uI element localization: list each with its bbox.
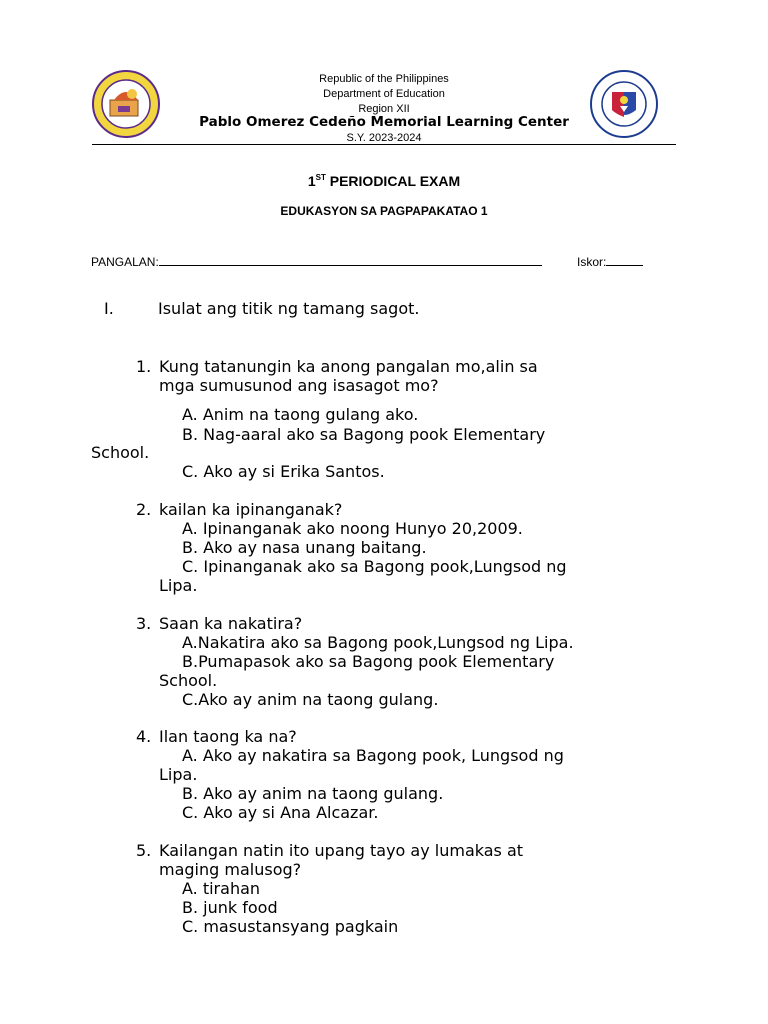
q5-option-b: B. junk food: [182, 898, 278, 917]
header-region: Region XII: [358, 103, 410, 115]
q5-stem: Kailangan natin ito upang tayo ay lumakas at: [159, 841, 524, 860]
exam-title: [0, 173, 768, 189]
exam-title-text: PERIODICAL EXAM: [325, 173, 461, 189]
school-name: Pablo Omerez Cedeño Memorial Learning Center: [199, 114, 569, 130]
q2-number: 2.: [136, 500, 152, 519]
q1-option-b: B. Nag-aaral ako sa Bagong pook Elementary: [182, 425, 546, 444]
q4-stem: Ilan taong ka na?: [159, 727, 297, 746]
q2-option-c: C. Ipinanganak ako sa Bagong pook,Lungsod ng: [182, 557, 567, 576]
exam-title-suffix: ST: [315, 173, 326, 182]
q3-stem: Saan ka nakatira?: [159, 614, 303, 633]
score-label: Iskor:: [577, 255, 607, 269]
q4-option-b: B. Ako ay anim na taong gulang.: [182, 784, 444, 803]
q2-option-b: B. Ako ay nasa unang baitang.: [182, 538, 427, 557]
exam-title-number: 1: [307, 173, 316, 189]
q3-option-c: C.Ako ay anim na taong gulang.: [182, 690, 439, 709]
q5-stem-cont: maging malusog?: [159, 860, 302, 879]
q1-option-a: A. Anim na taong gulang ako.: [182, 405, 419, 424]
q5-option-c: C. masustansyang pagkain: [182, 917, 399, 936]
q5-option-a: A. tirahan: [182, 879, 261, 898]
q1-option-b-cont: School.: [91, 443, 150, 462]
q5-number: 5.: [136, 841, 152, 860]
name-label: PANGALAN:: [91, 255, 159, 269]
q3-number: 3.: [136, 614, 152, 633]
part-numeral: I.: [104, 299, 114, 318]
q4-option-a: A. Ako ay nakatira sa Bagong pook, Lungsod ng: [182, 746, 564, 765]
q3-option-a: A.Nakatira ako sa Bagong pook,Lungsod ng Lipa.: [182, 633, 574, 652]
q2-option-c-cont: Lipa.: [159, 576, 198, 595]
q1-number: 1.: [136, 357, 152, 376]
name-field: [91, 254, 542, 269]
school-year: S.Y. 2023-2024: [346, 132, 422, 144]
q1-option-c: C. Ako ay si Erika Santos.: [182, 462, 385, 481]
part-instruction: Isulat ang titik ng tamang sagot.: [158, 299, 420, 318]
score-field: [577, 254, 643, 269]
q1-stem: Kung tatanungin ka anong pangalan mo,alin sa: [159, 357, 538, 376]
name-blank[interactable]: [159, 254, 542, 266]
exam-subject: EDUKASYON SA PAGPAPAKATAO 1: [280, 204, 488, 218]
q4-number: 4.: [136, 727, 152, 746]
q3-option-b: B.Pumapasok ako sa Bagong pook Elementary: [182, 652, 555, 671]
q1-stem-cont: mga sumusunod ang isasagot mo?: [159, 376, 439, 395]
q4-option-a-cont: Lipa.: [159, 765, 198, 784]
score-blank[interactable]: [606, 254, 643, 266]
header-divider: [92, 144, 676, 145]
q4-option-c: C. Ako ay si Ana Alcazar.: [182, 803, 379, 822]
header-republic: Republic of the Philippines: [319, 73, 449, 85]
q2-option-a: A. Ipinanganak ako noong Hunyo 20,2009.: [182, 519, 523, 538]
header-department: Department of Education: [323, 88, 445, 100]
q3-option-b-cont: School.: [159, 671, 218, 690]
q2-stem: kailan ka ipinanganak?: [159, 500, 343, 519]
